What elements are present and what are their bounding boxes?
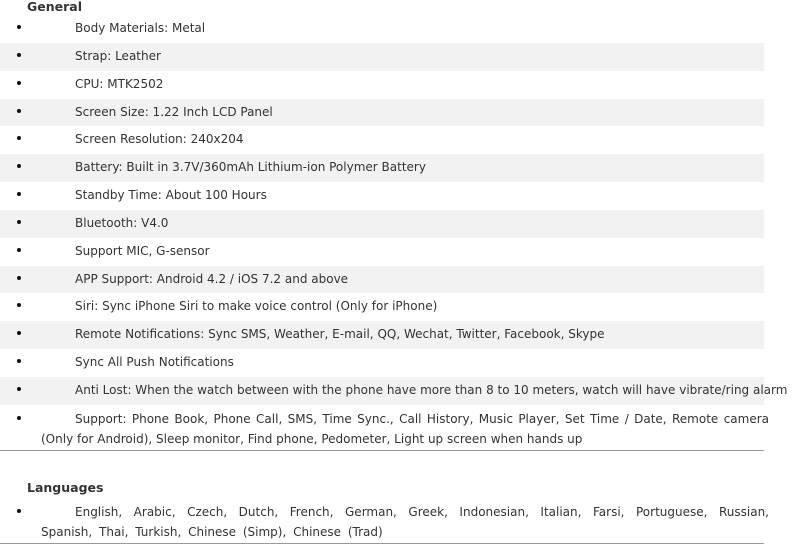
languages-list — [0, 498, 793, 544]
spec-item — [0, 210, 764, 238]
spec-item — [0, 321, 764, 349]
spec-item — [0, 377, 788, 405]
bullet-icon — [17, 220, 21, 224]
bullet-icon — [17, 303, 21, 307]
spec-item-text: Bluetooth: V4.0 — [75, 215, 169, 230]
bullet-icon — [17, 192, 21, 196]
spec-item-text: Support: Phone Book, Phone Call, SMS, Time Sync., Call History, Music Player, Set Time / Date, Remote camera (Only for Android), Sleep monitor, Find phone, Pedometer, Light up screen when hands up — [41, 411, 769, 446]
spec-item-text: Remote Notifications: Sync SMS, Weather, E-mail, QQ, Wechat, Twitter, Facebook, Skype — [75, 327, 605, 342]
spec-item — [0, 349, 764, 377]
language-item — [0, 498, 769, 544]
spec-item — [0, 71, 764, 99]
spec-item-text: Screen Resolution: 240x204 — [75, 132, 244, 147]
general-spec-list — [0, 15, 793, 451]
languages-heading: Languages — [27, 480, 104, 495]
bullet-icon — [17, 359, 21, 363]
bullet-icon — [17, 248, 21, 252]
spec-item-text: Sync All Push Notifications — [75, 355, 234, 370]
bullet-icon — [17, 136, 21, 140]
spec-item — [0, 43, 764, 71]
bullet-icon — [17, 387, 21, 391]
spec-item-text: Body Materials: Metal — [75, 21, 206, 35]
spec-item — [0, 293, 764, 321]
bullet-icon — [17, 109, 21, 113]
spec-item — [0, 182, 764, 210]
spec-item-text: Battery: Built in 3.7V/360mAh Lithium-ion Polymer Battery — [75, 160, 426, 175]
bullet-icon — [17, 53, 21, 57]
spec-item-text: CPU: MTK2502 — [75, 76, 164, 91]
general-heading: General — [27, 0, 82, 14]
spec-item-text: Support MIC, G-sensor — [75, 243, 210, 258]
spec-item-text: Screen Size: 1.22 Inch LCD Panel — [75, 104, 273, 119]
bullet-icon — [17, 509, 21, 513]
spec-item — [0, 405, 769, 451]
spec-item-text: APP Support: Android 4.2 / iOS 7.2 and above — [75, 271, 349, 286]
spec-item — [0, 154, 764, 182]
spec-item-text: Anti Lost: When the watch between with the phone have more than 8 to 10 meters, watch will have vibrate/ring alarm — [75, 382, 788, 397]
spec-item — [0, 99, 764, 127]
spec-item-text: Siri: Sync iPhone Siri to make voice control (Only for iPhone) — [75, 299, 438, 314]
spec-item-text: Strap: Leather — [75, 48, 161, 63]
language-item-text: English, Arabic, Czech, Dutch, French, German, Greek, Indonesian, Italian, Farsi, Portuguese, Russian, Spanish, Thai, Turkish, Chinese (Simp), Chinese (Trad) — [41, 505, 769, 539]
spec-item — [0, 126, 764, 154]
bullet-icon — [17, 416, 21, 420]
bullet-icon — [17, 81, 21, 85]
spec-item — [0, 266, 764, 294]
bullet-icon — [17, 331, 21, 335]
bullet-icon — [17, 25, 21, 29]
spec-item — [0, 238, 764, 266]
bullet-icon — [17, 164, 21, 168]
bullet-icon — [17, 276, 21, 280]
spec-item-text: Standby Time: About 100 Hours — [75, 188, 267, 203]
spec-item — [0, 15, 764, 43]
